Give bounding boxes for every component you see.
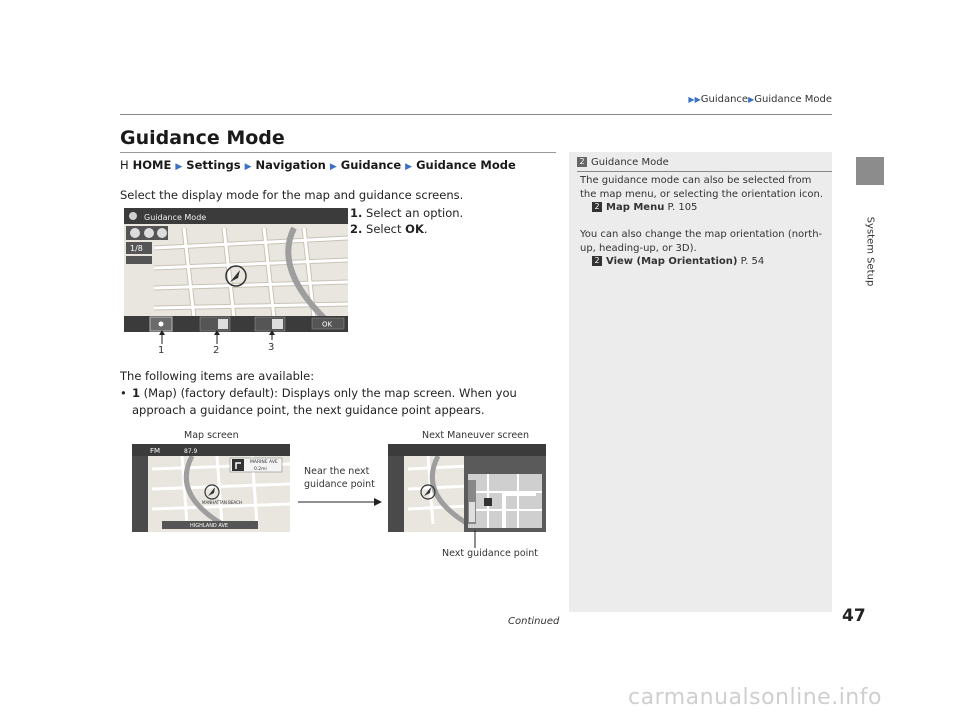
map-screen-screenshot xyxy=(132,444,290,532)
page-title: Guidance Mode xyxy=(120,127,285,149)
step-text: Select an option. xyxy=(366,206,464,220)
radio-band: FM xyxy=(150,447,161,455)
bullet-text: (Map) (factory default): Displays only the map screen. When you approach a guidance point, the next guidance point appears. xyxy=(132,386,517,417)
arrow-label-2: guidance point xyxy=(304,479,375,490)
note-paragraph: You can also change the map orientation (north-up, heading-up, or 3D). xyxy=(580,229,823,254)
page-number: 47 xyxy=(842,606,866,626)
breadcrumb xyxy=(688,94,832,105)
distance: 0.2mi xyxy=(254,467,267,472)
nav-path-item: Navigation xyxy=(255,158,326,172)
breadcrumb-item: Guidance Mode xyxy=(754,94,832,105)
home-icon: H xyxy=(120,158,129,172)
nav-path-item: Guidance xyxy=(340,158,402,172)
divider xyxy=(120,114,832,115)
divider xyxy=(577,171,832,172)
arrow-icon xyxy=(298,496,384,508)
guidance-mode-screenshot xyxy=(124,208,348,332)
nav-path xyxy=(120,158,516,172)
reference-label: View (Map Orientation) xyxy=(606,256,738,267)
map-scale: 1/8 xyxy=(130,244,143,253)
step xyxy=(350,206,463,220)
nav-path-item: HOME xyxy=(132,158,172,172)
triangle-icon: ▶ xyxy=(329,162,337,172)
reference-icon: 2 xyxy=(592,256,602,266)
step-number: 2. xyxy=(350,222,363,236)
next-guidance-label: Next guidance point xyxy=(442,548,539,559)
callout-3: 3 xyxy=(268,342,275,353)
divider xyxy=(120,152,556,153)
ok-label: OK xyxy=(405,222,424,236)
cross-reference[interactable] xyxy=(592,202,697,213)
nav-path-item: Settings xyxy=(186,158,241,172)
intro-text: Select the display mode for the map and guidance screens. xyxy=(120,188,464,202)
triangle-icon: ▶ xyxy=(748,95,755,104)
next-maneuver-screenshot xyxy=(388,444,546,532)
street-label: HIGHLAND AVE xyxy=(190,523,229,529)
reference-page: P. 105 xyxy=(667,202,698,213)
next-maneuver-label: Next Maneuver screen xyxy=(422,430,530,441)
step-text: Select xyxy=(366,222,406,236)
section-tab xyxy=(856,157,884,185)
triangle-icon: ▶ xyxy=(405,162,413,172)
note-heading xyxy=(577,157,669,168)
callout-1: 1 xyxy=(158,345,165,356)
triangle-icon: ▶ xyxy=(244,162,252,172)
items-intro: The following items are available: xyxy=(120,369,315,383)
area-label: MANHATTAN BEACH xyxy=(202,500,242,505)
map-screen-label: Map screen xyxy=(184,430,239,441)
step xyxy=(350,222,428,236)
section-label xyxy=(856,196,884,316)
note-heading-text: Guidance Mode xyxy=(591,157,669,168)
screen-title: Guidance Mode xyxy=(144,213,207,222)
bullet-item xyxy=(120,385,550,419)
triangle-icon: ▶▶ xyxy=(688,95,701,104)
note-icon: 2 xyxy=(577,157,587,167)
cross-reference[interactable] xyxy=(592,256,764,267)
reference-page: P. 54 xyxy=(740,256,765,267)
ok-button[interactable]: OK xyxy=(322,320,333,329)
reference-icon: 2 xyxy=(592,202,602,212)
step-text: . xyxy=(423,222,428,236)
radio-freq: 87.9 xyxy=(184,448,198,455)
arrow-label-1: Near the next xyxy=(304,466,370,477)
triangle-icon: ▶ xyxy=(175,162,183,172)
note-panel xyxy=(569,152,832,612)
reference-label: Map Menu xyxy=(606,202,665,213)
pointer-line xyxy=(470,530,480,550)
continued-label: Continued xyxy=(508,616,560,627)
step-number: 1. xyxy=(350,206,363,220)
bullet-icon: • xyxy=(120,386,127,400)
watermark: carmanualsonline.info xyxy=(628,685,882,710)
nav-path-item: Guidance Mode xyxy=(416,158,516,172)
bullet-number: 1 xyxy=(132,386,141,400)
callout-2: 2 xyxy=(213,345,220,356)
section-label-text: System Setup xyxy=(864,216,876,287)
note-paragraph: The guidance mode can also be selected from the map menu, or selecting the orientation icon. xyxy=(580,175,824,200)
top-street: MARINE AVE xyxy=(250,460,278,465)
breadcrumb-item: Guidance xyxy=(700,94,749,105)
